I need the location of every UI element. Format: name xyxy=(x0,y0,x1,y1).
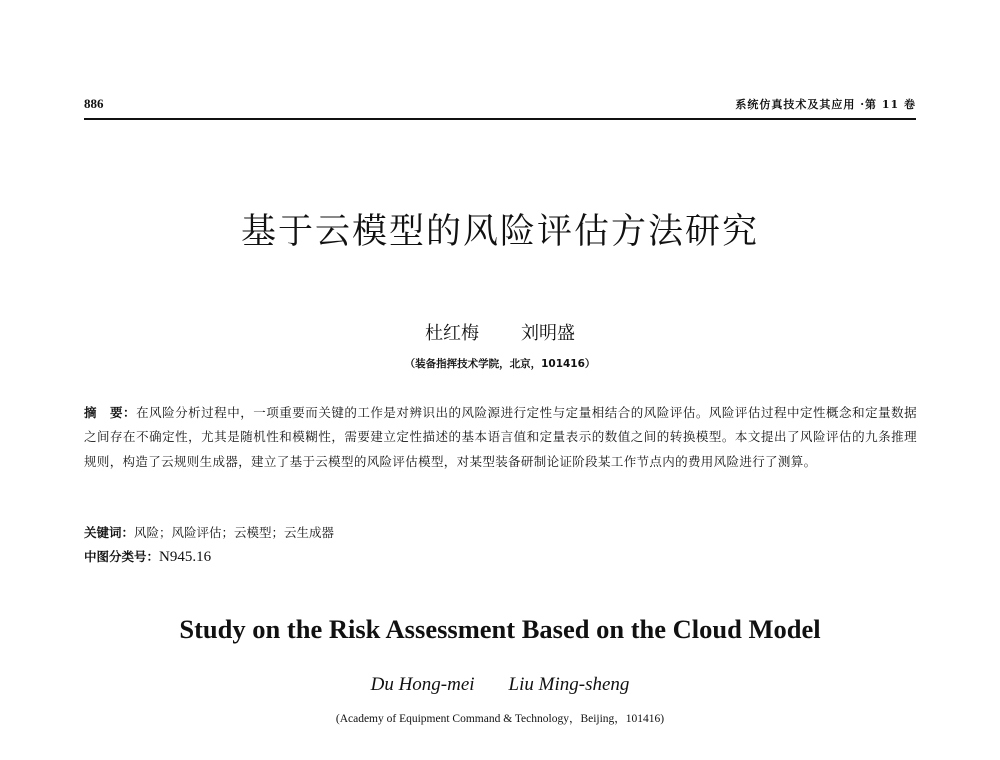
chinese-abstract xyxy=(84,401,917,474)
author-en-2: Liu Ming-sheng xyxy=(508,674,630,695)
abstract-label: 摘 要： xyxy=(84,405,137,420)
author-en-1: Du Hong-mei xyxy=(370,674,475,695)
journal-title: 系统仿真技术及其应用 ·第 11 卷 xyxy=(735,98,916,111)
keywords-label: 关键词： xyxy=(84,525,135,540)
author-cn-1: 杜红梅 xyxy=(425,323,479,344)
english-title: Study on the Risk Assessment Based on the Cloud Model xyxy=(179,614,821,644)
clc-label: 中图分类号： xyxy=(84,549,160,564)
keywords xyxy=(84,523,334,541)
english-authors xyxy=(0,674,1000,696)
abstract-text: 在风险分析过程中，一项重要而关键的工作是对辨识出的风险源进行定性与定量相结合的风险评估。风险评估过程中定性概念和定量数据之间存在不确定性，尤其是随机性和模糊性，需要建立定性描述的基本语言值和定量表示的数值之间的转换模型。本文提出了风险评估的九条推理规则，构造了云规则生成器，建立了基于云模型的风险评估模型，对某型装备研制论证阶段某工作节点内的费用风险进行了测算。 xyxy=(84,405,917,469)
clc-value: N945.16 xyxy=(159,549,212,565)
page-number: 886 xyxy=(84,96,104,111)
classification-number xyxy=(84,547,211,566)
author-cn-2: 刘明盛 xyxy=(521,323,575,344)
keywords-text: 风险；风险评估；云模型；云生成器 xyxy=(134,525,335,540)
chinese-affiliation: （装备指挥技术学院，北京，101416） xyxy=(404,358,596,370)
english-affiliation: (Academy of Equipment Command & Technology，Beijing，101416) xyxy=(335,713,665,725)
running-header xyxy=(84,96,916,120)
chinese-authors xyxy=(0,319,1000,345)
chinese-title: 基于云模型的风险评估方法研究 xyxy=(240,212,759,252)
